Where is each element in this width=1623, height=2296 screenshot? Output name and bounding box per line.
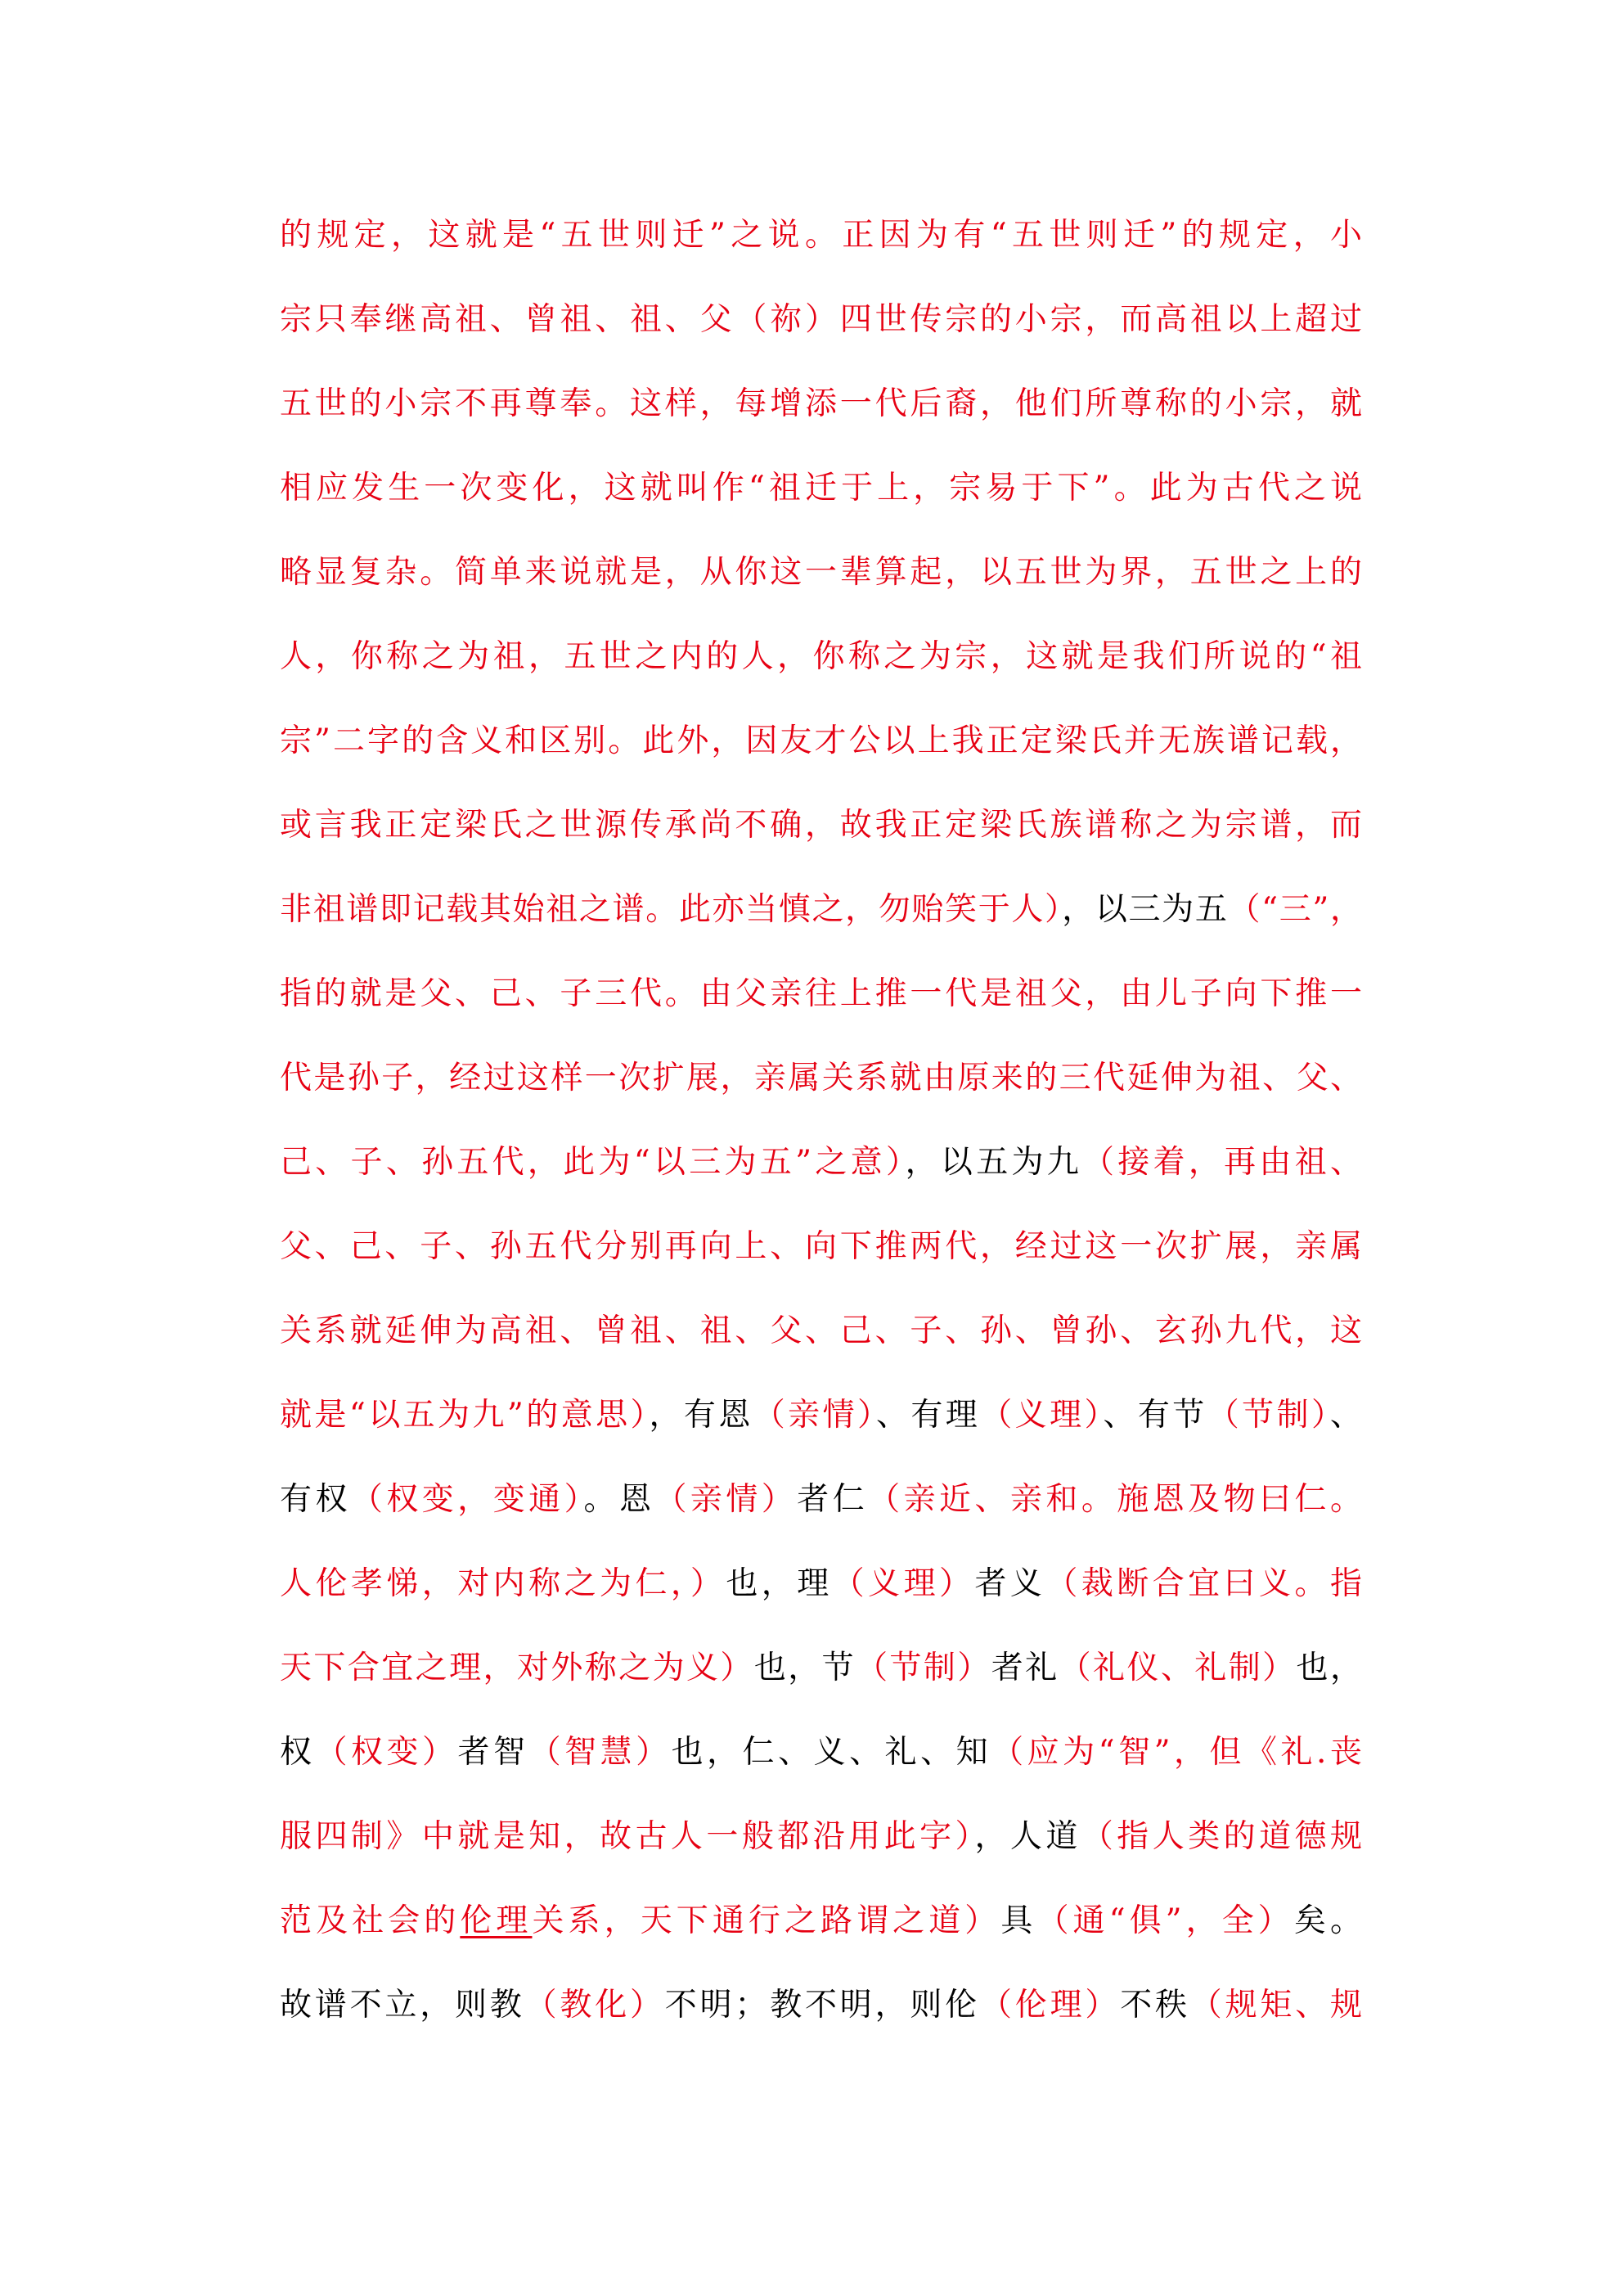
annotation-text: （智慧）	[528, 1734, 672, 1771]
text-body	[280, 193, 1362, 2047]
body-text: ，以三为五	[1062, 891, 1229, 928]
body-text: 矣。	[1293, 1902, 1362, 1939]
annotation-text: 指的就是父、己、子三代。由父亲往上推一代是祖父，由儿子向下推一	[280, 975, 1362, 1012]
annotation-text: 关系就延伸为高祖、曾祖、祖、父、己、子、孙、曾孙、玄孙九代，这	[280, 1312, 1362, 1349]
annotation-text: 代是孙子，经过这样一次扩展，亲属关系就由原来的三代延伸为祖、父、	[280, 1060, 1362, 1096]
text-line	[280, 1289, 1362, 1373]
annotation-text: 相应发生一次变化，这就叫作“祖迁于上，宗易于下”。此为古代之说	[280, 470, 1362, 506]
body-text: 也，理	[726, 1565, 833, 1602]
annotation-text: 宗只奉继高祖、曾祖、祖、父（祢）四世传宗的小宗，而高祖以上超过	[280, 301, 1362, 338]
annotation-text: 天下合宜之理，对外称之为义）	[280, 1650, 754, 1686]
text-line	[280, 699, 1362, 783]
body-text: ，人道	[974, 1818, 1081, 1855]
annotation-text: 人伦孝悌，对内称之为仁，）	[280, 1565, 726, 1602]
text-line	[280, 1626, 1362, 1710]
annotation-text: （亲情）	[753, 1397, 876, 1434]
annotation-text: （义理）	[832, 1565, 975, 1602]
annotation-text: 就是“以五为九”的意思）	[280, 1397, 650, 1434]
annotation-text: （通“俱”，全）	[1036, 1902, 1294, 1939]
annotation-text: （权变，变通）	[350, 1481, 584, 1518]
text-line	[280, 1204, 1362, 1289]
body-text: ，以五为九	[905, 1144, 1083, 1181]
text-line	[280, 783, 1362, 867]
annotation-text: （节制）	[856, 1650, 991, 1686]
annotation-text: （礼仪、礼制）	[1059, 1650, 1297, 1686]
annotation-text: （节制）	[1207, 1397, 1330, 1434]
annotation-text: （教化）	[524, 1987, 665, 2024]
text-line	[280, 1963, 1362, 2047]
text-line	[280, 362, 1362, 446]
text-line	[280, 1120, 1362, 1204]
text-line	[280, 1036, 1362, 1120]
annotation-text: 关系，天下通行之路谓之道）	[532, 1902, 1001, 1939]
text-line	[280, 1794, 1362, 1879]
annotation-text: （权变）	[315, 1734, 458, 1771]
annotation-text: 己、子、孙五代，此为“以三为五”之意）	[280, 1144, 906, 1181]
body-text: 也，	[1296, 1650, 1362, 1686]
annotation-text: （伦理）	[979, 1987, 1121, 2024]
annotation-text: （“三”，	[1228, 891, 1362, 928]
body-text: 不秩	[1120, 1987, 1190, 2024]
annotation-text: （裁断合宜曰义。指	[1045, 1565, 1362, 1602]
text-line	[280, 1710, 1362, 1794]
body-text: 者礼	[991, 1650, 1059, 1686]
body-text: ，有恩	[649, 1397, 753, 1434]
annotation-text: 的规定，这就是“五世则迁”之说。正因为有“五世则迁”的规定，小	[280, 217, 1362, 254]
text-line	[280, 1879, 1362, 1963]
text-line	[280, 615, 1362, 699]
annotation-text: （规矩、规	[1189, 1987, 1362, 2024]
text-line	[280, 446, 1362, 530]
text-line	[280, 1542, 1362, 1626]
text-line	[280, 1457, 1362, 1542]
annotation-text: （应为“智”，但《礼.丧	[991, 1734, 1362, 1771]
body-text: 具	[1000, 1902, 1037, 1939]
body-text: 也，仁、义、礼、知	[671, 1734, 992, 1771]
body-text: 也，节	[753, 1650, 856, 1686]
annotation-text: （义理）	[980, 1397, 1104, 1434]
body-text: 不明；教不明，则伦	[664, 1987, 980, 2024]
annotation-text: 略显复杂。简单来说就是，从你这一辈算起，以五世为界，五世之上的	[280, 554, 1362, 591]
underlined-term: 伦理	[460, 1902, 533, 1939]
annotation-text: （亲近、亲和。施恩及物曰仁。	[868, 1481, 1362, 1518]
annotation-text: （接着，再由祖、	[1082, 1144, 1362, 1181]
annotation-text: （亲情）	[654, 1481, 798, 1518]
annotation-text: 服四制》中就是知，故古人一般都沿用此字）	[280, 1818, 975, 1855]
annotation-text: 人，你称之为祖，五世之内的人，你称之为宗，这就是我们所说的“祖	[280, 638, 1362, 675]
text-line	[280, 193, 1362, 277]
body-text: 者义	[974, 1565, 1046, 1602]
body-text: 、有理	[875, 1397, 981, 1434]
body-text: 者仁	[797, 1481, 869, 1518]
body-text: 权	[280, 1734, 316, 1771]
body-text: 故谱不立，则教	[280, 1987, 525, 2024]
annotation-text: 父、己、子、孙五代分别再向上、向下推两代，经过这一次扩展，亲属	[280, 1228, 1362, 1265]
body-text: 、有节	[1103, 1397, 1207, 1434]
body-text: 。恩	[583, 1481, 655, 1518]
text-line	[280, 530, 1362, 615]
annotation-text: （指人类的道德规	[1081, 1818, 1362, 1855]
annotation-text: 或言我正定梁氏之世源传承尚不确，故我正定梁氏族谱称之为宗谱，而	[280, 807, 1362, 844]
text-line	[280, 952, 1362, 1036]
text-line	[280, 867, 1362, 952]
annotation-text: 五世的小宗不再尊奉。这样，每增添一代后裔，他们所尊称的小宗，就	[280, 385, 1362, 422]
text-line	[280, 277, 1362, 362]
annotation-text: 宗”二字的含义和区别。此外，因友才公以上我正定梁氏并无族谱记载，	[280, 723, 1362, 759]
annotation-text: 范及社会的	[280, 1902, 461, 1939]
body-text: 者智	[457, 1734, 529, 1771]
text-line	[280, 1373, 1362, 1457]
annotation-text: 非祖谱即记载其始祖之谱。此亦当慎之，勿贻笑于人）	[280, 891, 1063, 928]
body-text: 、	[1329, 1397, 1362, 1434]
body-text: 有权	[280, 1481, 351, 1518]
